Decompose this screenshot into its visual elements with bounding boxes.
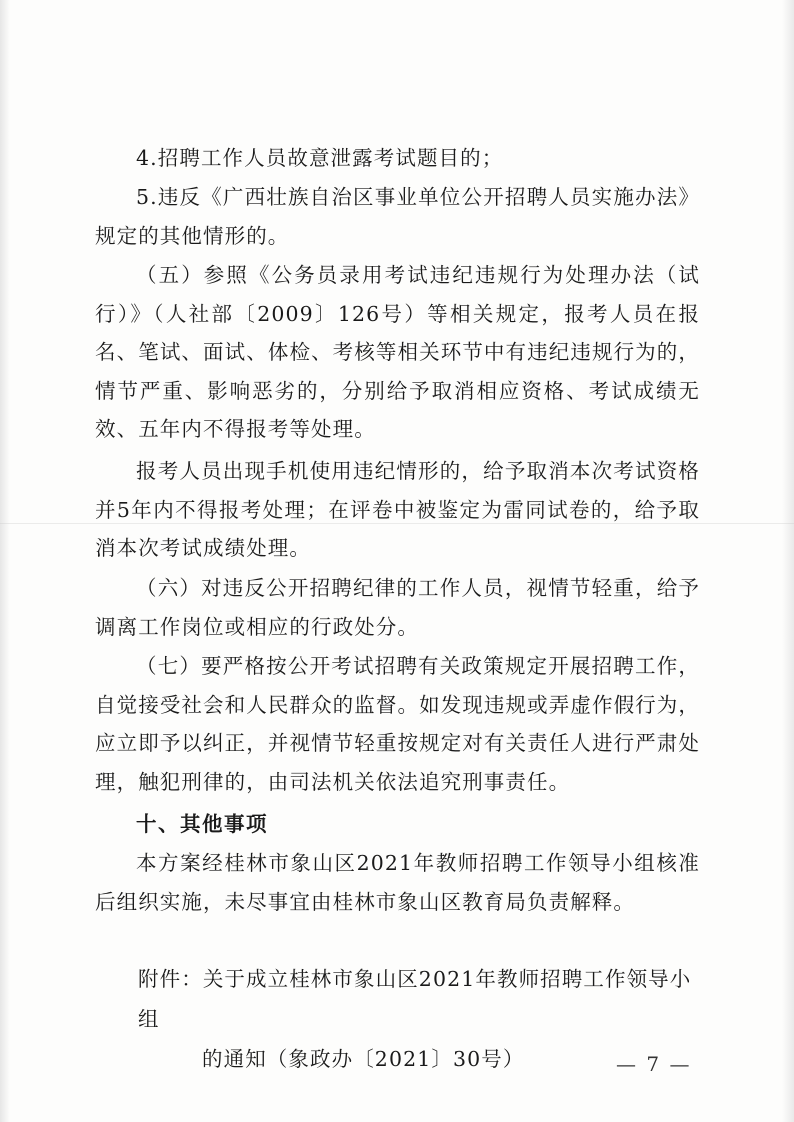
- paragraph-clause-7: （七）要严格按公开考试招聘有关政策规定开展招聘工作，自觉接受社会和人民群众的监督。如发现违规或弄虚作假行为，应立即予以纠正，并视情节轻重按规定对有关责任人进行严肃处理，触犯刑律的，由司法机关依法追究刑事责任。: [95, 654, 700, 794]
- paragraph-item-5: 5.违反《广西壮族自治区事业单位公开招聘人员实施办法》规定的其他情形的。: [95, 185, 700, 248]
- closing-paragraph: 本方案经桂林市象山区2021年教师招聘工作领导小组核准后组织实施，未尽事宜由桂林市象山区教育局负责解释。: [95, 851, 700, 914]
- section-heading-other-matters: 十、其他事项: [136, 812, 268, 836]
- scan-edge-right: [782, 0, 794, 1122]
- scan-edge-left: [0, 0, 10, 1122]
- page-number: — 7 —: [616, 1052, 692, 1076]
- paragraph-item-4: 4.招聘工作人员故意泄露考试题目的；: [136, 146, 504, 170]
- attachment-label: 附件：: [138, 967, 203, 991]
- paragraph-clause-6: （六）对违反公开招聘纪律的工作人员，视情节轻重，给予调离工作岗位或相应的行政处分。: [95, 576, 700, 639]
- paragraph-clause-5: （五）参照《公务员录用考试违纪违规行为处理办法（试行）》（人社部〔2009〕126号）等相关规定，报考人员在报名、笔试、面试、体检、考核等相关环节中有违纪违规行为的，情节严重、影响恶劣的，分别给予取消相应资格、考试成绩无效、五年内不得报考等处理。: [95, 263, 700, 441]
- attachment-line-1: 关于成立桂林市象山区2021年教师招聘工作领导小组: [138, 967, 692, 1031]
- paragraph-phone-violation: 报考人员出现手机使用违纪情形的，给予取消本次考试资格并5年内不得报考处理；在评卷中被鉴定为雷同试卷的，给予取消本次考试成绩处理。: [95, 459, 700, 560]
- attachment-line-2: 的通知（象政办〔2021〕30号）: [202, 1047, 525, 1071]
